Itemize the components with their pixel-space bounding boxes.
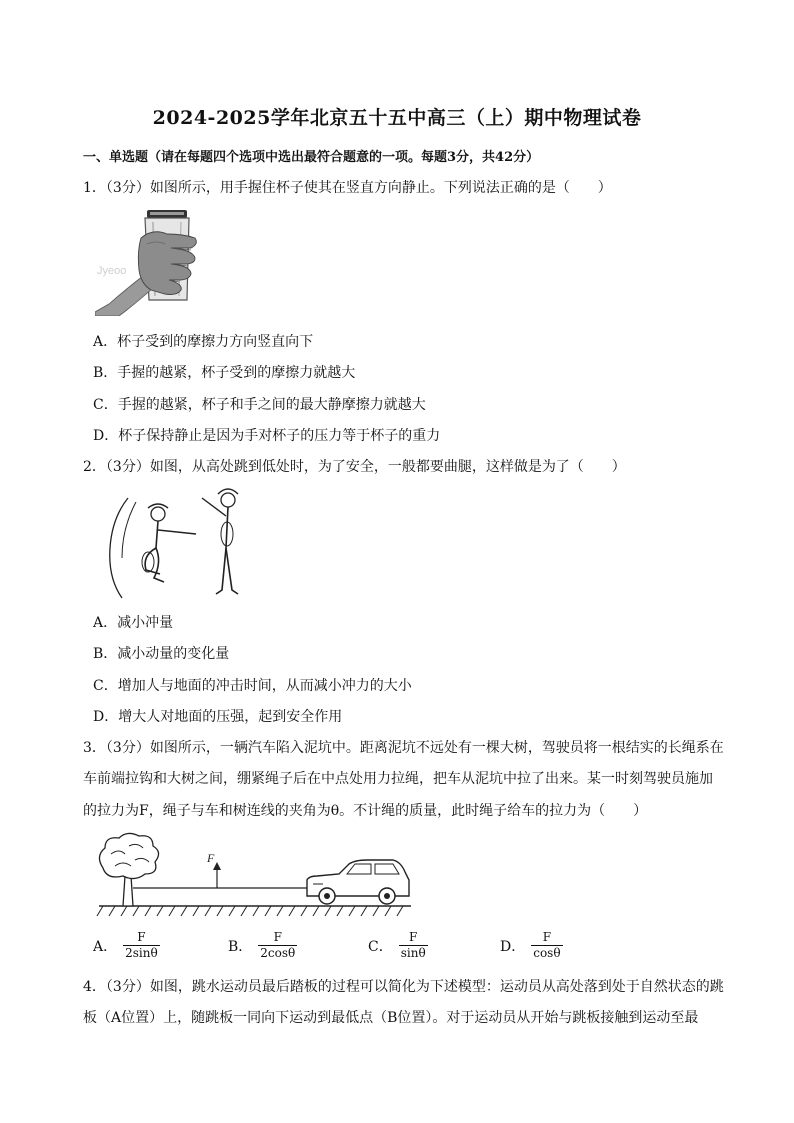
- option-label: D．: [500, 938, 526, 955]
- q3-option-a[interactable]: [93, 930, 160, 961]
- q1-option-d[interactable]: D．杯子保持静止是因为手对杯子的压力等于杯子的重力: [93, 428, 441, 444]
- q2-option-d[interactable]: D．增大人对地面的压强，起到安全作用: [93, 709, 343, 725]
- denominator: cosθ: [533, 946, 561, 960]
- q1-option-c[interactable]: C．手握的越紧，杯子和手之间的最大静摩擦力就越大: [93, 397, 426, 413]
- numerator: F: [399, 930, 428, 946]
- numerator: F: [531, 930, 562, 946]
- question-3-stem-line-2: 车前端拉钩和大树之间，绷紧绳子后在中点处用力拉绳，把车从泥坑中拉了出来。某一时刻驾驶员施加: [83, 771, 713, 787]
- section-heading: 一、单选题（请在每题四个选项中选出最符合题意的一项。每题3分，共42分）: [83, 150, 540, 165]
- numerator: F: [258, 930, 297, 946]
- watermark-text: Jyeoo: [97, 265, 127, 277]
- numerator: F: [123, 930, 160, 946]
- q1-option-b[interactable]: B．手握的越紧，杯子受到的摩擦力就越大: [93, 365, 356, 381]
- question-3-stem-line-1: 3．（3分）如图所示，一辆汽车陷入泥坑中。距离泥坑不远处有一棵大树，驾驶员将一根结实的长绳系在: [83, 740, 724, 756]
- q3-option-d[interactable]: [500, 930, 563, 961]
- jumping-person-figure: [92, 478, 252, 604]
- hand-holding-cup-figure: [95, 204, 210, 316]
- page-title: 2024-2025学年北京五十五中高三（上）期中物理试卷: [152, 107, 642, 129]
- q2-option-c[interactable]: C．增加人与地面的冲击时间，从而减小冲力的大小: [93, 678, 412, 694]
- q3-option-c[interactable]: [368, 930, 428, 961]
- option-label: C．: [368, 938, 393, 955]
- question-3-stem-line-3: 的拉力为F，绳子与车和树连线的夹角为θ。不计绳的质量，此时绳子给车的拉力为（ ）: [83, 803, 648, 819]
- option-label: B．: [228, 938, 253, 955]
- denominator: 2sinθ: [125, 946, 158, 960]
- question-1-stem: 1．（3分）如图所示，用手握住杯子使其在竖直方向静止。下列说法正确的是（ ）: [83, 180, 612, 196]
- denominator: sinθ: [400, 946, 426, 960]
- option-label: A．: [93, 938, 118, 955]
- question-4-stem-line-2: 板（A位置）上，随跳板一同向下运动到最低点（B位置）。对于运动员从开始与跳板接触到运动至最: [83, 1010, 699, 1026]
- q1-option-a[interactable]: A．杯子受到的摩擦力方向竖直向下: [93, 334, 314, 350]
- q2-option-b[interactable]: B．减小动量的变化量: [93, 646, 230, 662]
- question-2-stem: 2．（3分）如图，从高处跳到低处时，为了安全，一般都要曲腿，这样做是为了（ ）: [83, 459, 626, 475]
- q2-option-a[interactable]: A．减小冲量: [93, 615, 174, 631]
- q3-option-b[interactable]: [228, 930, 297, 961]
- denominator: 2cosθ: [260, 946, 296, 960]
- force-label-f: F: [207, 851, 215, 865]
- question-4-stem-line-1: 4．（3分）如图，跳水运动员最后踏板的过程可以简化为下述模型：运动员从高处落到处于自然状态的跳: [83, 979, 724, 995]
- car-tree-rope-figure: [95, 832, 413, 924]
